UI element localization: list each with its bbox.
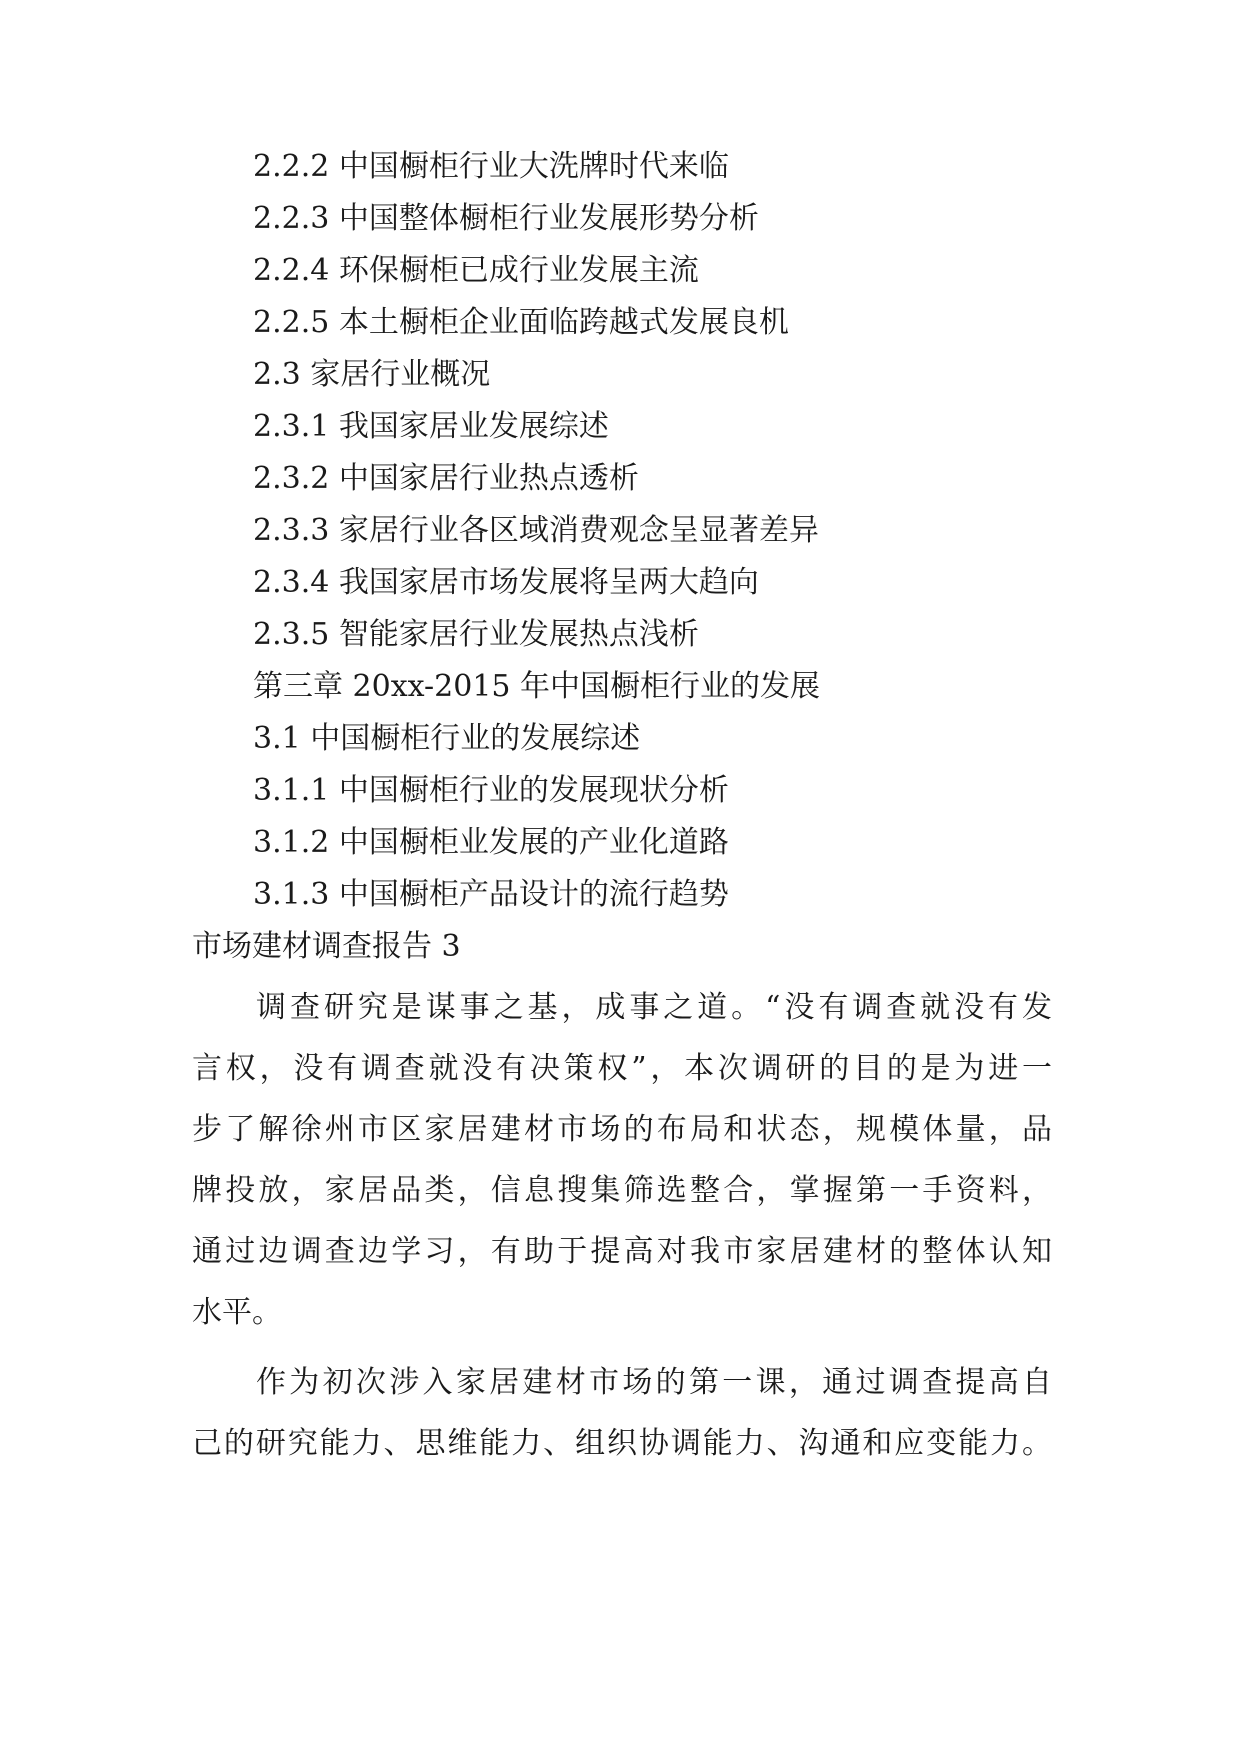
paragraph-line: 调查研究是谋事之基，成事之道。“没有调查就没有发: [256, 990, 1056, 1025]
paragraph-line: 言权，没有调查就没有决策权”，本次调研的目的是为进一: [192, 1051, 1056, 1086]
toc-entry: 2.3.2 中国家居行业热点透析: [253, 461, 639, 496]
toc-entry: 3.1.2 中国橱柜业发展的产业化道路: [253, 825, 729, 860]
paragraph-line: 通过边调查边学习，有助于提高对我市家居建材的整体认知: [192, 1234, 1056, 1269]
toc-entry: 2.3 家居行业概况: [253, 357, 491, 392]
toc-chapter-heading: 第三章 20xx-2015 年中国橱柜行业的发展: [253, 669, 821, 704]
paragraph-line: 作为初次涉入家居建材市场的第一课，通过调查提高自: [256, 1365, 1056, 1400]
toc-entry: 2.3.3 家居行业各区域消费观念呈显著差异: [253, 513, 819, 548]
toc-entry: 2.3.1 我国家居业发展综述: [253, 409, 609, 444]
toc-entry: 2.2.3 中国整体橱柜行业发展形势分析: [253, 201, 759, 236]
toc-entry: 2.3.5 智能家居行业发展热点浅析: [253, 617, 699, 652]
paragraph-line: 牌投放，家居品类，信息搜集筛选整合，掌握第一手资料，: [192, 1173, 1056, 1208]
section-title: 市场建材调查报告 3: [192, 929, 461, 964]
paragraph-line: 水平。: [192, 1295, 282, 1330]
toc-entry: 2.2.2 中国橱柜行业大洗牌时代来临: [253, 149, 729, 184]
toc-entry: 2.2.4 环保橱柜已成行业发展主流: [253, 253, 699, 288]
toc-entry: 3.1.3 中国橱柜产品设计的流行趋势: [253, 877, 729, 912]
toc-entry: 2.2.5 本土橱柜企业面临跨越式发展良机: [253, 305, 789, 340]
paragraph-line: 己的研究能力、思维能力、组织协调能力、沟通和应变能力。: [192, 1426, 1054, 1461]
toc-entry: 2.3.4 我国家居市场发展将呈两大趋向: [253, 565, 759, 600]
toc-entry: 3.1 中国橱柜行业的发展综述: [253, 721, 641, 756]
paragraph-line: 步了解徐州市区家居建材市场的布局和状态，规模体量，品: [192, 1112, 1056, 1147]
toc-entry: 3.1.1 中国橱柜行业的发展现状分析: [253, 773, 729, 808]
